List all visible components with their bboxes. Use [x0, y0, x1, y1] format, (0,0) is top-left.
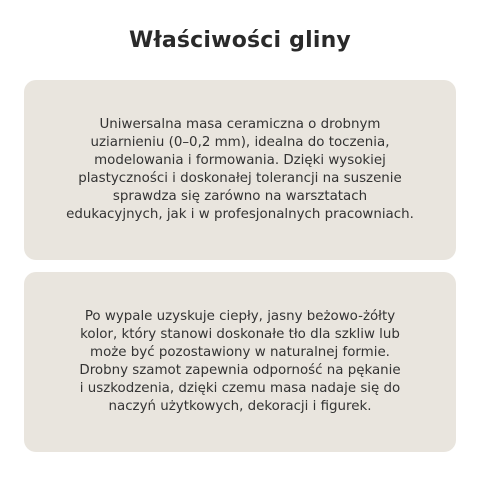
text-line: i uszkodzenia, dzięki czemu masa nadaje się do [79, 381, 401, 396]
page-title: Właściwości gliny [129, 28, 351, 53]
info-card-workability [24, 80, 456, 260]
text-line: kolor, który stanowi doskonałe tło dla szkliw lub [80, 327, 400, 342]
text-line: Drobny szamot zapewnia odporność na pękanie [79, 363, 401, 378]
text-line: może być pozostawiony w naturalnej formie. [90, 345, 390, 360]
text-line: edukacyjnych, jak i w profesjonalnych pracowniach. [66, 207, 414, 222]
text-line: sprawdza się zarówno na warsztatach [112, 189, 368, 204]
text-line: plastyczności i doskonałej tolerancji na suszenie [78, 171, 402, 186]
card-text [79, 308, 400, 416]
text-line: naczyń użytkowych, dekoracji i figurek. [108, 399, 372, 414]
text-line: uziarnieniu (0–0,2 mm), idealna do toczenia, [90, 135, 390, 150]
text-line: Po wypale uzyskuje ciepły, jasny beżowo-żółty [84, 309, 396, 324]
text-line: Uniwersalna masa ceramiczna o drobnym [99, 117, 381, 132]
info-card-firing [24, 272, 456, 452]
text-line: modelowania i formowania. Dzięki wysokiej [94, 153, 386, 168]
card-text [66, 116, 414, 224]
